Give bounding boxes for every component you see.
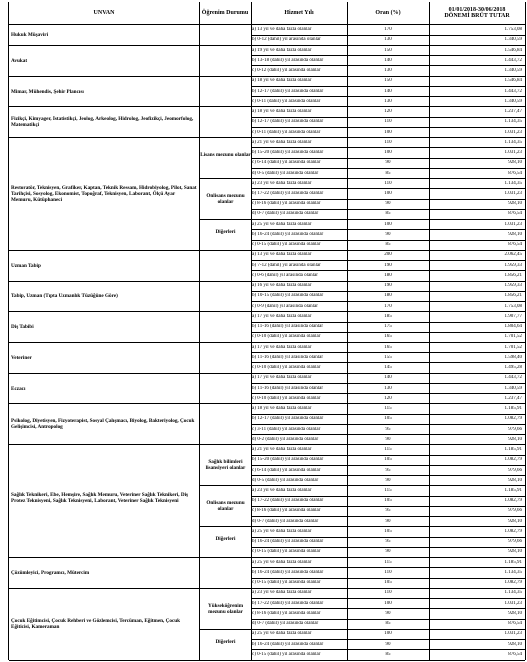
service-cell: a) 18 yıl ve daha fazla olanlar [252, 109, 312, 115]
rate-cell: 100 [384, 190, 392, 196]
group-divider [9, 76, 525, 77]
rate-cell: 110 [384, 119, 392, 125]
service-cell: a) 18 yıl ve daha fazla olanlar [252, 406, 312, 412]
rate-cell: 90 [385, 518, 391, 524]
row-divider [251, 526, 525, 527]
amount-cell: 1.185,91 [504, 559, 522, 565]
title-cell: Çözümleyici, Programcı, Mütercim [11, 569, 90, 576]
service-cell: a) 18 yıl ve daha fazla olanlar [252, 78, 312, 84]
row-divider [251, 96, 525, 97]
title-cell: Eczacı [11, 385, 26, 392]
amount-cell: 928,10 [508, 477, 522, 483]
row-divider [251, 567, 525, 568]
title-cell: Fizikçi, Kimyager, İstatistikçi, Jeolog, Arkeolog, Hidrolog, Jeofizikçi, Jeomorfolog, Matematikçi [11, 116, 194, 129]
service-cell: d) 0-7 (dahil) yıl arasında olanlar [252, 211, 319, 217]
amount-cell: 928,10 [508, 160, 522, 166]
divider-1 [199, 2, 200, 660]
row-divider [251, 147, 525, 148]
amount-cell: 1.340,59 [504, 68, 522, 74]
row-divider [251, 578, 525, 579]
row-divider [251, 240, 525, 241]
row-divider [251, 168, 525, 169]
amount-cell: 1.701,52 [504, 334, 522, 340]
service-cell: a) 13 yıl ve daha fazla olanlar [252, 27, 312, 33]
row-divider [251, 434, 525, 435]
rate-cell: 115 [384, 447, 392, 453]
rate-cell: 105 [384, 457, 392, 463]
header-unvan: UNVAN [93, 10, 115, 16]
rate-cell: 150 [384, 47, 392, 53]
rate-cell: 100 [384, 150, 392, 156]
service-cell: c) 0-10 (dahil) yıl arasında olanlar [252, 334, 321, 340]
group-divider [9, 137, 525, 138]
title-cell: Uzman Tabip [11, 262, 41, 269]
amount-cell: 1.185,91 [504, 488, 522, 493]
row-divider [251, 127, 525, 128]
service-cell: b) 17-22 (dahil) yıl arasında olanlar [252, 190, 324, 196]
service-cell: a) 17 yıl ve daha fazla olanlar [252, 313, 312, 319]
service-cell: b) 12-17 (dahil) yıl arasında olanlar [252, 119, 324, 125]
amount-cell: 1.804,64 [504, 324, 522, 330]
amount-cell: 1.031,23 [504, 150, 522, 156]
education-cell: Diğerleri [215, 536, 236, 543]
service-cell: c) 6-14 (dahil) yıl arasında olanlar [252, 160, 321, 166]
header-hizmet: Hizmet Yılı [284, 10, 314, 16]
education-divider [199, 485, 251, 486]
amount-cell: 1.907,77 [504, 313, 522, 319]
group-divider [9, 588, 525, 589]
amount-cell: 1.082,79 [504, 580, 522, 586]
amount-cell: 1.443,72 [504, 88, 522, 94]
group-divider [9, 660, 525, 661]
service-cell: a) 25 yıl ve daha fazla olanlar [252, 559, 312, 565]
service-cell: d) 0-7 (dahil) yıl arasında olanlar [252, 621, 319, 627]
amount-cell: 1.082,79 [504, 416, 522, 422]
group-divider [9, 250, 525, 251]
service-cell: a) 17 yıl ve daha fazla olanlar [252, 375, 312, 381]
amount-cell: 1.753,08 [504, 27, 522, 33]
title-cell: Tabip, Uzman (Tıpta Uzmanlık Tüzüğüne Göre) [11, 293, 118, 300]
rate-cell: 85 [385, 242, 391, 248]
rate-cell: 90 [385, 231, 391, 237]
row-divider [251, 178, 525, 179]
rate-cell: 100 [384, 600, 392, 606]
header-ogrenim: Öğrenim Durumu [201, 10, 249, 16]
service-cell: b) 17-22 (dahil) yıl arasında olanlar [252, 498, 324, 504]
service-cell: c) 8-16 (dahil) yıl arasında olanlar [252, 201, 321, 207]
amount-cell: 1.340,59 [504, 37, 522, 43]
row-divider [251, 55, 525, 56]
service-cell: a) 21 yıl ve daha fazla olanlar [252, 447, 312, 453]
title-cell: Sağlık Teknikeri, Ebe, Hemşire, Sağlık Memuru, Veteriner Sağlık Teknikeri, Diş Protez Teknisyeni, Sağlık Teknisyeni, Laborant, Veteriner Sağlık Teknisyeni [11, 492, 189, 505]
rate-cell: 180 [384, 293, 392, 299]
service-cell: c) 0-15 (dahil) yıl arasında olanlar [252, 651, 321, 657]
row-divider [251, 362, 525, 363]
rate-cell: 105 [384, 580, 392, 586]
amount-cell: 1.185,91 [504, 447, 522, 453]
amount-cell: 1.185,91 [504, 406, 522, 412]
row-divider [251, 516, 525, 517]
row-divider [251, 301, 525, 302]
rate-cell: 200 [384, 252, 392, 258]
title-cell: Diş Tabibi [11, 324, 34, 331]
group-divider [9, 106, 525, 107]
service-cell: a) 16 yıl ve daha fazla olanlar [252, 283, 312, 289]
service-cell: b) 11-16 (dahil) yıl arasında olanlar [252, 324, 324, 330]
group-divider [9, 342, 525, 343]
service-cell: c) 6-14 (dahil) yıl arasında olanlar [252, 467, 321, 473]
education-divider [199, 629, 251, 630]
education-cell: Önlisans mezunu olanlar [206, 193, 245, 206]
education-cell: Diğerleri [215, 638, 236, 645]
group-divider [9, 403, 525, 404]
header-oran: Oran (%) [375, 10, 401, 16]
service-cell: b) 16-24 (dahil) yıl arasında olanlar [252, 539, 324, 545]
row-divider [251, 608, 525, 609]
row-divider [251, 639, 525, 640]
education-divider [199, 178, 251, 179]
education-cell: Diğerleri [215, 228, 236, 235]
amount-cell: 1.134,35 [504, 590, 522, 596]
rate-cell: 110 [384, 569, 392, 575]
amount-cell: 1.340,59 [504, 385, 522, 391]
service-cell: a) 19 yıl ve daha fazla olanlar [252, 47, 312, 53]
row-divider [251, 649, 525, 650]
amount-cell: 1.134,35 [504, 139, 522, 145]
row-divider [251, 332, 525, 333]
service-cell: b) 15-20 (dahil) yıl arasında olanlar [252, 457, 324, 463]
row-divider [251, 465, 525, 466]
rate-cell: 85 [385, 170, 391, 176]
service-cell: b) 0-12 (dahil) yıl arasında olanlar [252, 37, 321, 43]
rate-cell: 90 [385, 641, 391, 647]
row-divider [251, 383, 525, 384]
row-divider [251, 598, 525, 599]
service-cell: c) 0-11 (dahil) yıl arasında olanlar [252, 98, 321, 104]
amount-cell: 928,10 [508, 201, 522, 207]
group-divider [9, 311, 525, 312]
amount-cell: 1.495,28 [504, 365, 522, 371]
row-divider [251, 199, 525, 200]
row-divider [251, 485, 525, 486]
amount-cell: 1.031,23 [504, 129, 522, 135]
amount-cell: 1.031,23 [504, 600, 522, 606]
amount-cell: 1.134,35 [504, 569, 522, 575]
service-cell: b) 10-15 (dahil) yıl arasında olanlar [252, 293, 324, 299]
rate-cell: 90 [385, 160, 391, 166]
rate-cell: 100 [384, 129, 392, 135]
amount-cell: 1.546,84 [504, 47, 522, 53]
rate-cell: 95 [385, 508, 391, 514]
service-cell: a) 25 yıl ve daha fazla olanlar [252, 528, 312, 534]
rate-cell: 140 [384, 88, 392, 94]
rate-cell: 105 [384, 498, 392, 504]
row-divider [251, 414, 525, 415]
rate-cell: 115 [384, 488, 392, 493]
amount-cell: 928,10 [508, 610, 522, 616]
service-cell: a) 13 yıl ve daha fazla olanlar [252, 252, 312, 258]
service-cell: b) 17-22 (dahil) yıl arasında olanlar [252, 600, 324, 606]
amount-cell: 1.031,23 [504, 190, 522, 196]
row-divider [251, 424, 525, 425]
amount-cell: 1.031,23 [504, 221, 522, 227]
rate-cell: 110 [384, 590, 392, 596]
amount-cell: 1.546,84 [504, 78, 522, 84]
service-cell: a) 25 yıl ve daha fazla olanlar [252, 631, 312, 637]
service-cell: d) 0-2 (dahil) yıl arasında olanlar [252, 436, 319, 442]
rate-cell: 90 [385, 477, 391, 483]
group-divider [9, 444, 525, 445]
salary-table [8, 2, 526, 660]
rate-cell: 90 [385, 549, 391, 555]
row-divider [251, 117, 525, 118]
rate-cell: 100 [384, 221, 392, 227]
service-cell: b) 13-18 (dahil) yıl arasında olanlar [252, 57, 324, 63]
row-divider [251, 393, 525, 394]
row-divider [251, 35, 525, 36]
rate-cell: 120 [384, 109, 392, 115]
service-cell: c) 0-10 (dahil) yıl arasında olanlar [252, 395, 321, 401]
education-divider [199, 219, 251, 220]
row-divider [251, 496, 525, 497]
service-cell: d) 0-5 (dahil) yıl arasında olanlar [252, 477, 319, 483]
table-header [9, 2, 525, 25]
rate-cell: 120 [384, 395, 392, 401]
amount-cell: 1.340,59 [504, 98, 522, 104]
row-divider [251, 537, 525, 538]
rate-cell: 175 [384, 324, 392, 330]
service-cell: c) 0-15 (dahil) yıl arasında olanlar [252, 549, 321, 555]
education-cell: Önlisans mezunu olanlar [206, 500, 245, 513]
amount-cell: 1.082,79 [504, 457, 522, 463]
service-cell: b) 16-24 (dahil) yıl arasında olanlar [252, 641, 324, 647]
title-cell: Çocuk Eğitimcisi, Çocuk Rehberi ve Gözlemcisi, Tercüman, Eğitmen, Çocuk Eğiticisi, Kameraman [11, 618, 181, 631]
service-cell: a) 23 yıl ve daha fazla olanlar [252, 180, 312, 186]
service-cell: b) 12-17 (dahil) yıl arasında olanlar [252, 88, 324, 94]
rate-cell: 150 [384, 78, 392, 84]
amount-cell: 928,10 [508, 549, 522, 555]
rate-cell: 165 [384, 334, 392, 340]
amount-cell: 979,66 [508, 539, 522, 545]
amount-cell: 979,66 [508, 508, 522, 514]
row-divider [251, 322, 525, 323]
amount-cell: 1.134,35 [504, 180, 522, 186]
service-cell: d) 0-5 (dahil) yıl arasında olanlar [252, 170, 319, 176]
amount-cell: 876,54 [508, 651, 522, 657]
header-tutar-line1: 01/01/2018-30/06/2018 [448, 7, 506, 13]
rate-cell: 165 [384, 344, 392, 350]
service-cell: d) 0-7 (dahil) yıl arasında olanlar [252, 518, 319, 524]
title-cell: Avukat [11, 57, 28, 64]
service-cell: b) 11-16 (dahil) yıl arasında olanlar [252, 354, 324, 360]
education-cell: Sağlık bilimleri lisansiyeri olanlar [205, 459, 246, 472]
title-cell: Restoratör, Teknisyen, Grafiker, Kaptan, Teknik Ressam, Hidrobiyolog, Pilot, Sanat Tarihçisi, Sosyolog, Ekonomist, Topoğraf, Teknisyen, Laborant, Ölçü Ayar Memuru, Kütüphaneci [11, 184, 197, 203]
row-divider [251, 260, 525, 261]
group-divider [9, 373, 525, 374]
rate-cell: 105 [384, 528, 392, 534]
amount-cell: 1.237,47 [504, 395, 522, 401]
amount-cell: 1.856,21 [504, 293, 522, 299]
amount-cell: 979,66 [508, 426, 522, 432]
group-divider [9, 281, 525, 282]
rate-cell: 155 [384, 354, 392, 360]
amount-cell: 1.134,35 [504, 119, 522, 125]
rate-cell: 180 [384, 272, 392, 278]
service-cell: c) 0-6 (dahil) yıl arasında olanlar [252, 272, 318, 278]
amount-cell: 876,54 [508, 170, 522, 176]
service-cell: a) 23 yıl ve daha fazla olanlar [252, 590, 312, 596]
service-cell: b) 11-16 (dahil) yıl arasında olanlar [252, 385, 324, 391]
amount-cell: 876,54 [508, 211, 522, 217]
amount-cell: 1.959,33 [504, 283, 522, 289]
rate-cell: 130 [384, 385, 392, 391]
service-cell: a) 17 yıl ve daha fazla olanlar [252, 344, 312, 350]
amount-cell: 1.443,72 [504, 375, 522, 381]
service-cell: c) 0-11 (dahil) yıl arasında olanlar [252, 129, 321, 135]
service-cell: b) 16-24 (dahil) yıl arasında olanlar [252, 231, 324, 237]
title-cell: Hukuk Müşaviri [11, 32, 49, 39]
service-cell: c) 3-11 (dahil) yıl arasında olanlar [252, 426, 321, 432]
rate-cell: 115 [384, 559, 392, 565]
education-cell: Yükseköğrenim mezunu olanlar [207, 602, 244, 615]
rate-cell: 85 [385, 621, 391, 627]
row-divider [251, 352, 525, 353]
row-divider [251, 209, 525, 210]
education-divider [199, 526, 251, 527]
service-cell: c) 0-9 (dahil) yıl arasında olanlar [252, 303, 318, 309]
service-cell: a) 25 yıl ve daha fazla olanlar [252, 221, 312, 227]
amount-cell: 1.031,23 [504, 631, 522, 637]
amount-cell: 1.082,79 [504, 498, 522, 504]
amount-cell: 876,54 [508, 242, 522, 248]
amount-cell: 1.082,79 [504, 528, 522, 534]
service-cell: a) 23 yıl ve daha fazla olanlar [252, 488, 312, 493]
row-divider [251, 86, 525, 87]
service-cell: c) 0-15 (dahil) yıl arasında olanlar [252, 242, 321, 248]
amount-cell: 1.753,08 [504, 303, 522, 309]
service-cell: c) 0-10 (dahil) yıl arasında olanlar [252, 365, 321, 371]
amount-cell: 876,54 [508, 621, 522, 627]
amount-cell: 1.443,72 [504, 57, 522, 63]
row-divider [251, 506, 525, 507]
amount-cell: 928,10 [508, 436, 522, 442]
row-divider [251, 229, 525, 230]
rate-cell: 190 [384, 283, 392, 289]
rate-cell: 115 [384, 406, 392, 412]
group-divider [9, 557, 525, 558]
rate-cell: 90 [385, 610, 391, 616]
header-tutar-line2: DÖNEMİ BRÜT TUTAR [444, 13, 510, 19]
rate-cell: 145 [384, 365, 392, 371]
row-divider [251, 65, 525, 66]
amount-cell: 1.959,33 [504, 262, 522, 268]
group-divider [9, 45, 525, 46]
service-cell: b) 12-17 (dahil) yıl arasında olanlar [252, 416, 324, 422]
service-cell: c) 8-16 (dahil) yıl arasında olanlar [252, 508, 321, 514]
rate-cell: 100 [384, 631, 392, 637]
amount-cell: 1.598,40 [504, 354, 522, 360]
row-divider [251, 547, 525, 548]
amount-cell: 928,10 [508, 231, 522, 237]
service-cell: c) 8-16 (dahil) yıl arasında olanlar [252, 610, 321, 616]
row-divider [251, 475, 525, 476]
rate-cell: 170 [384, 303, 392, 309]
row-divider [251, 629, 525, 630]
amount-cell: 928,10 [508, 641, 522, 647]
rate-cell: 95 [385, 426, 391, 432]
service-cell: b) 16-24 (dahil) yıl arasında olanlar [252, 569, 324, 575]
rate-cell: 190 [384, 262, 392, 268]
service-cell: a) 21 yıl ve daha fazla olanlar [252, 139, 312, 145]
header-tutar [429, 2, 525, 24]
service-cell: c) 0-15 (dahil) yıl arasında olanlar [252, 580, 321, 586]
amount-cell: 1.856,21 [504, 272, 522, 278]
rate-cell: 90 [385, 201, 391, 207]
row-divider [251, 158, 525, 159]
title-cell: Veteriner [11, 354, 32, 361]
rate-cell: 95 [385, 467, 391, 473]
title-cell: Psikolog, Diyetisyen, Fizyoterapist, Sosyal Çalışmacı, Biyolog, Bakteriyolog, Çocuk Gelişimcisi, Antropolog [11, 418, 195, 431]
education-cell: Lisans mezunu olanlar [200, 152, 251, 159]
amount-cell: 979,66 [508, 467, 522, 473]
row-divider [251, 219, 525, 220]
row-divider [251, 455, 525, 456]
rate-cell: 110 [384, 139, 392, 145]
rate-cell: 130 [384, 68, 392, 74]
service-cell: b) 15-20 (dahil) yıl arasında olanlar [252, 150, 324, 156]
row-divider [251, 619, 525, 620]
rate-cell: 170 [384, 27, 392, 33]
service-cell: c) 0-12 (dahil) yıl arasında olanlar [252, 68, 321, 74]
service-cell: b) 7-12 (dahil) yıl arasında olanlar [252, 262, 321, 268]
rate-cell: 95 [385, 539, 391, 545]
rate-cell: 110 [384, 180, 392, 186]
rate-cell: 140 [384, 57, 392, 63]
rate-cell: 90 [385, 436, 391, 442]
rate-cell: 105 [384, 416, 392, 422]
rate-cell: 130 [384, 98, 392, 104]
title-cell: Mimar, Mühendis, Şehir Plancısı [11, 88, 84, 95]
rate-cell: 140 [384, 375, 392, 381]
rate-cell: 130 [384, 37, 392, 43]
rate-cell: 85 [385, 211, 391, 217]
rate-cell: 85 [385, 651, 391, 657]
row-divider [251, 270, 525, 271]
amount-cell: 928,10 [508, 518, 522, 524]
rate-cell: 185 [384, 313, 392, 319]
row-divider [251, 291, 525, 292]
amount-cell: 1.237,47 [504, 109, 522, 115]
row-divider [251, 188, 525, 189]
amount-cell: 1.701,52 [504, 344, 522, 350]
amount-cell: 2.062,45 [504, 252, 522, 258]
